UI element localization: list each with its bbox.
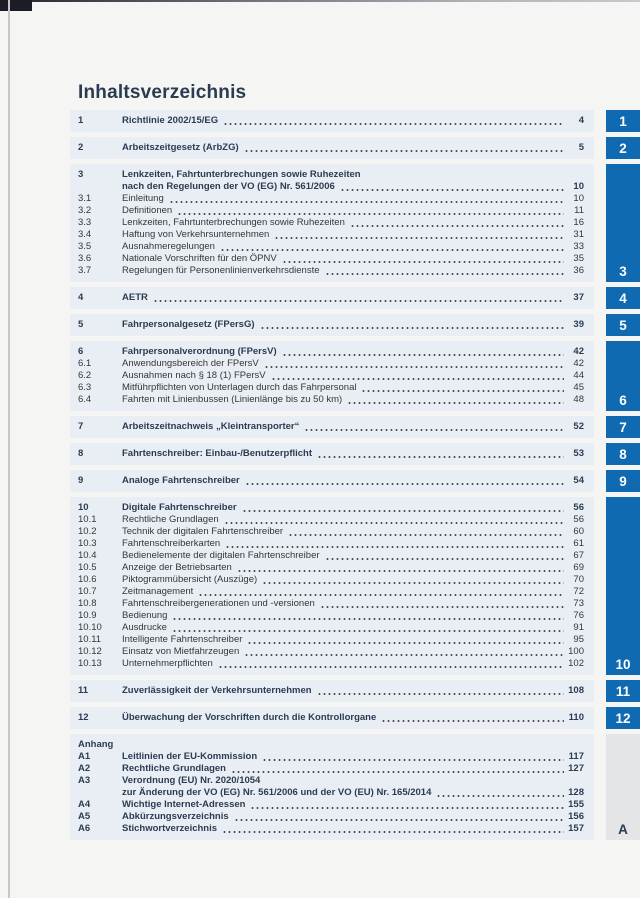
toc-entry-number: 3.3 (78, 217, 92, 228)
toc-page-number: 11 (574, 205, 584, 216)
toc-entry (78, 751, 584, 763)
toc-group-6 (70, 341, 594, 411)
dotted-leader (320, 606, 564, 608)
toc-page-number: 73 (573, 598, 584, 609)
toc-entry (78, 646, 584, 658)
toc-entry (78, 421, 584, 433)
toc-group-7 (70, 416, 594, 438)
toc-entry-number: 6.1 (78, 358, 92, 369)
toc-page-number: 110 (568, 712, 584, 723)
toc-entry-title: Einsatz von Mietfahrzeugen (122, 646, 240, 657)
toc-entry-number: 7 (78, 421, 84, 432)
toc-entry (78, 181, 584, 193)
toc-entry (78, 763, 584, 775)
toc-entry-title: Zeitmanagement (122, 586, 194, 597)
toc-entry-title: Ausnahmen nach § 18 (1) FPersV (122, 370, 266, 381)
toc-entry (78, 562, 584, 574)
toc-entry-number: 11 (78, 685, 89, 696)
dotted-leader (237, 570, 564, 572)
chapter-tab-9 (606, 470, 640, 492)
toc-entry (78, 229, 584, 241)
dotted-leader (224, 522, 564, 524)
toc-entry (78, 775, 584, 787)
dotted-leader (274, 237, 564, 239)
toc-entry (78, 265, 584, 277)
chapter-tab-label: 6 (619, 392, 627, 408)
dotted-leader (198, 594, 564, 596)
toc-entry-number: 6.3 (78, 382, 92, 393)
toc-entry (78, 394, 584, 406)
toc-entry-title: Stichwortverzeichnis (122, 823, 218, 834)
toc-page-number: 5 (578, 142, 584, 153)
chapter-tab-8 (606, 443, 640, 465)
toc-entry-title: Leitlinien der EU-Kommission (122, 751, 258, 762)
dotted-leader (172, 630, 564, 632)
chapter-tab-label: 4 (619, 290, 627, 306)
dotted-leader (218, 666, 564, 668)
dotted-leader (225, 546, 564, 548)
toc-entry-title: Anwendungsbereich der FPersV (122, 358, 259, 369)
toc-entry-number: 3.6 (78, 253, 92, 264)
toc-page-number: 157 (568, 823, 584, 834)
toc-entry (78, 382, 584, 394)
toc-entry (78, 610, 584, 622)
scan-top-edge (0, 0, 640, 2)
toc-entry (78, 550, 584, 562)
toc-entry-number: 10.12 (78, 646, 102, 657)
toc-entry-title: Nationale Vorschriften für den ÖPNV (122, 253, 277, 264)
toc-entry-number: A1 (78, 751, 91, 762)
toc-entry-title: Bedienung (122, 610, 168, 621)
dotted-leader (247, 642, 564, 644)
toc-page-number: 4 (578, 115, 584, 126)
toc-entry-number: 3.7 (78, 265, 92, 276)
toc-page-number: 128 (568, 787, 584, 798)
toc-page-number: 16 (573, 217, 584, 228)
toc-page-number: 72 (573, 586, 584, 597)
chapter-tab-label: 3 (619, 263, 627, 279)
toc-entry-number: 2 (78, 142, 84, 153)
toc-entry-title: Lenkzeiten, Fahrtunterbrechungen sowie Ruhezeiten (122, 169, 361, 180)
toc-entry-number: 3.2 (78, 205, 92, 216)
chapter-tab-label: A (618, 821, 628, 837)
toc-page-number: 42 (573, 358, 584, 369)
toc-entry (78, 346, 584, 358)
toc-page-number: 10 (573, 181, 584, 192)
toc-entry-title: Lenkzeiten, Fahrtunterbrechungen sowie Ruhezeiten (122, 217, 345, 228)
chapter-tab-3 (606, 164, 640, 282)
toc-group-11 (70, 680, 594, 702)
toc-entry-title: Rechtliche Grundlagen (122, 763, 226, 774)
chapter-tab-label: 8 (619, 446, 627, 462)
toc-entry-number: 10.5 (78, 562, 97, 573)
toc-entry-number: 5 (78, 319, 84, 330)
toc-entry (78, 658, 584, 670)
toc-page-number: 108 (568, 685, 584, 696)
toc-entry (78, 586, 584, 598)
chapter-tab-label: 1 (619, 113, 627, 129)
toc-entry-number: 10.8 (78, 598, 97, 609)
toc-entry (78, 712, 584, 724)
toc-entry-title: Piktogrammübersicht (Auszüge) (122, 574, 258, 585)
dotted-leader (288, 534, 564, 536)
dotted-leader (262, 582, 564, 584)
toc-page-number: 31 (573, 229, 584, 240)
dotted-leader (242, 510, 564, 512)
toc-entry-title: Definitionen (122, 205, 173, 216)
toc-group-12 (70, 707, 594, 729)
toc-entry-number: 9 (78, 475, 84, 486)
dotted-leader (244, 150, 564, 152)
toc-entry-title: Fahrtenschreiber: Einbau-/Benutzerpflicht (122, 448, 313, 459)
toc-page-number: 56 (573, 514, 584, 525)
toc-group-2 (70, 137, 594, 159)
toc-entry-number: 10.11 (78, 634, 102, 645)
chapter-tab-10 (606, 497, 640, 675)
toc-page-number: 70 (573, 574, 584, 585)
toc-entry (78, 526, 584, 538)
chapter-tab-4 (606, 287, 640, 309)
toc-page-number: 54 (573, 475, 584, 486)
toc-page-number: 39 (573, 319, 584, 330)
toc-entry (78, 292, 584, 304)
toc-entry-number: 4 (78, 292, 84, 303)
toc-page-number: 61 (573, 538, 584, 549)
toc-entry (78, 115, 584, 127)
dotted-leader (169, 201, 564, 203)
toc-entry-title: Verordnung (EU) Nr. 2020/1054 (122, 775, 261, 786)
scan-corner-mark (0, 0, 32, 11)
toc-page-number: 102 (568, 658, 584, 669)
toc-group-10 (70, 497, 594, 675)
toc-entry-title: Fahrpersonalverordnung (FPersV) (122, 346, 277, 357)
toc-group-4 (70, 287, 594, 309)
dotted-leader (177, 213, 564, 215)
toc-entry (78, 448, 584, 460)
toc-entry (78, 319, 584, 331)
toc-entry-number: Anhang (78, 739, 114, 750)
toc-page-number: 127 (568, 763, 584, 774)
toc-entry-title: Überwachung der Vorschriften durch die Kontrollorgane (122, 712, 377, 723)
toc-entry-title: Technik der digitalen Fahrtenschreiber (122, 526, 284, 537)
toc-entry-number: A6 (78, 823, 91, 834)
dotted-leader (223, 123, 564, 125)
chapter-tab-label: 12 (615, 710, 631, 726)
toc-group-8 (70, 443, 594, 465)
toc-entry-title: Anzeige der Betriebsarten (122, 562, 232, 573)
toc-entry (78, 358, 584, 370)
toc-entry-title: Fahrtenschreibergenerationen und -versionen (122, 598, 315, 609)
toc-entry-title: zur Änderung der VO (EG) Nr. 561/2006 und der VO (EU) Nr. 165/2014 (122, 787, 432, 798)
dotted-leader (347, 402, 564, 404)
toc-entry-title: Mitführpflichten von Unterlagen durch das Fahrpersonal (122, 382, 357, 393)
toc-page-number: 44 (573, 370, 584, 381)
toc-page-number: 48 (573, 394, 584, 405)
toc-entry-title: Rechtliche Grundlagen (122, 514, 219, 525)
toc-entry (78, 217, 584, 229)
dotted-leader (436, 795, 564, 797)
toc-entry (78, 685, 584, 697)
dotted-leader (325, 558, 564, 560)
toc-entry-title: Analoge Fahrtenschreiber (122, 475, 240, 486)
chapter-tab-12 (606, 707, 640, 729)
toc-entry (78, 598, 584, 610)
toc-page-number: 91 (573, 622, 584, 633)
toc-entry (78, 787, 584, 799)
toc-entry-title: Intelligente Fahrtenschreiber (122, 634, 243, 645)
toc-entry-number: 12 (78, 712, 89, 723)
toc-entry (78, 823, 584, 835)
tab-strip (606, 110, 640, 845)
toc-entry-number: 3 (78, 169, 84, 180)
toc-entry-number: 10.6 (78, 574, 97, 585)
toc-entry (78, 574, 584, 586)
toc-page-number: 67 (573, 550, 584, 561)
dotted-leader (271, 378, 564, 380)
toc-entry-title: Abkürzungsverzeichnis (122, 811, 229, 822)
toc-group-A (70, 734, 594, 840)
dotted-leader (381, 720, 564, 722)
toc-entry-title: Bedienelemente der digitalen Fahrtenschreiber (122, 550, 320, 561)
dotted-leader (262, 759, 564, 761)
toc-page-number: 33 (573, 241, 584, 252)
toc-entry-title: Zuverlässigkeit der Verkehrsunternehmen (122, 685, 312, 696)
toc-entry (78, 370, 584, 382)
toc-page-number: 56 (573, 502, 584, 513)
chapter-tab-6 (606, 341, 640, 411)
toc-entry (78, 502, 584, 514)
dotted-leader (304, 429, 564, 431)
toc-entry (78, 205, 584, 217)
dotted-leader (260, 327, 564, 329)
dotted-leader (220, 249, 564, 251)
dotted-leader (264, 366, 564, 368)
dotted-leader (172, 618, 564, 620)
chapter-tab-label: 2 (619, 140, 627, 156)
page-title: Inhaltsverzeichnis (78, 82, 247, 103)
toc-entry-number: 10.13 (78, 658, 102, 669)
toc-entry-number: 10.9 (78, 610, 97, 621)
chapter-tab-1 (606, 110, 640, 132)
toc-entry-number: 6.4 (78, 394, 92, 405)
toc-entry (78, 739, 584, 751)
toc-entry-number: 10.10 (78, 622, 102, 633)
chapter-tab-label: 11 (615, 683, 631, 699)
toc-page-number: 37 (573, 292, 584, 303)
chapter-tab-label: 7 (619, 419, 627, 435)
toc-page-number: 117 (568, 751, 584, 762)
toc-entry-number: A4 (78, 799, 91, 810)
toc-group-5 (70, 314, 594, 336)
toc-entry (78, 811, 584, 823)
toc-entry (78, 514, 584, 526)
toc-entry-title: Wichtige Internet-Adressen (122, 799, 246, 810)
chapter-tab-7 (606, 416, 640, 438)
toc-entry-number: 3.1 (78, 193, 92, 204)
toc-entry-title: Richtlinie 2002/15/EG (122, 115, 219, 126)
dotted-leader (361, 390, 564, 392)
toc-entry-title: Haftung von Verkehrsunternehmen (122, 229, 270, 240)
toc-entry-title: nach den Regelungen der VO (EG) Nr. 561/2006 (122, 181, 335, 192)
toc-entry (78, 634, 584, 646)
toc-entry-number: 3.5 (78, 241, 92, 252)
chapter-tab-5 (606, 314, 640, 336)
toc-page-number: 69 (573, 562, 584, 573)
toc-entry-number: A2 (78, 763, 91, 774)
dotted-leader (231, 771, 564, 773)
dotted-leader (222, 831, 564, 833)
scan-left-edge (8, 0, 10, 898)
toc-entry-title: Einleitung (122, 193, 164, 204)
toc-page-number: 156 (568, 811, 584, 822)
dotted-leader (244, 654, 564, 656)
toc-entry-number: 1 (78, 115, 84, 126)
toc-page-number: 95 (573, 634, 584, 645)
toc-entry-title: Ausnahmeregelungen (122, 241, 215, 252)
toc-entry-title: Fahrpersonalgesetz (FPersG) (122, 319, 255, 330)
chapter-tab-label: 10 (615, 656, 631, 672)
toc-entry-number: 3.4 (78, 229, 92, 240)
toc-entry (78, 799, 584, 811)
chapter-tab-2 (606, 137, 640, 159)
toc-entry-number: 8 (78, 448, 84, 459)
toc-entry (78, 253, 584, 265)
toc-entry-title: Regelungen für Personenlinienverkehrsdienste (122, 265, 320, 276)
toc-page-number: 52 (573, 421, 584, 432)
toc-page-number: 45 (573, 382, 584, 393)
toc-group-3 (70, 164, 594, 282)
toc-list (70, 110, 594, 845)
toc-entry-title: Arbeitszeitnachweis „Kleintransporter“ (122, 421, 300, 432)
dotted-leader (153, 300, 564, 302)
dotted-leader (317, 693, 564, 695)
toc-entry (78, 538, 584, 550)
chapter-tab-label: 5 (619, 317, 627, 333)
toc-entry-number: A3 (78, 775, 91, 786)
toc-entry (78, 193, 584, 205)
toc-page-number: 60 (573, 526, 584, 537)
toc-entry (78, 622, 584, 634)
dotted-leader (325, 273, 564, 275)
toc-entry-number: 10 (78, 502, 89, 513)
chapter-tab-11 (606, 680, 640, 702)
toc-entry-number: 10.3 (78, 538, 97, 549)
dotted-leader (234, 819, 564, 821)
chapter-tab-label: 9 (619, 473, 627, 489)
dotted-leader (250, 807, 564, 809)
toc-page-number: 42 (573, 346, 584, 357)
toc-page-number: 36 (573, 265, 584, 276)
dotted-leader (350, 225, 564, 227)
toc-page-number: 53 (573, 448, 584, 459)
toc-entry-title: Digitale Fahrtenschreiber (122, 502, 237, 513)
toc-entry-number: 6 (78, 346, 84, 357)
toc-page-number: 76 (573, 610, 584, 621)
toc-entry (78, 241, 584, 253)
toc-entry (78, 475, 584, 487)
toc-page-number: 10 (573, 193, 584, 204)
dotted-leader (317, 456, 564, 458)
toc-entry-title: Fahrtenschreiberkarten (122, 538, 221, 549)
toc-entry-number: 10.1 (78, 514, 97, 525)
toc-entry-title: Ausdrucke (122, 622, 167, 633)
toc-entry-title: Unternehmerpflichten (122, 658, 213, 669)
toc-page-number: 100 (568, 646, 584, 657)
toc-entry-number: 10.4 (78, 550, 97, 561)
toc-page-number: 35 (573, 253, 584, 264)
toc-entry-number: A5 (78, 811, 91, 822)
toc-group-1 (70, 110, 594, 132)
toc-entry-title: Fahrten mit Linienbussen (Linienlänge bis zu 50 km) (122, 394, 343, 405)
toc-entry-number: 6.2 (78, 370, 92, 381)
toc-entry (78, 169, 584, 181)
dotted-leader (245, 483, 564, 485)
toc-entry-number: 10.7 (78, 586, 97, 597)
dotted-leader (340, 189, 564, 191)
toc-entry-number: 10.2 (78, 526, 97, 537)
toc-entry (78, 142, 584, 154)
dotted-leader (282, 354, 564, 356)
toc-page-number: 155 (568, 799, 584, 810)
chapter-tab-A (606, 734, 640, 840)
toc-entry-title: AETR (122, 292, 148, 303)
dotted-leader (282, 261, 564, 263)
toc-entry-title: Arbeitszeitgesetz (ArbZG) (122, 142, 239, 153)
toc-group-9 (70, 470, 594, 492)
